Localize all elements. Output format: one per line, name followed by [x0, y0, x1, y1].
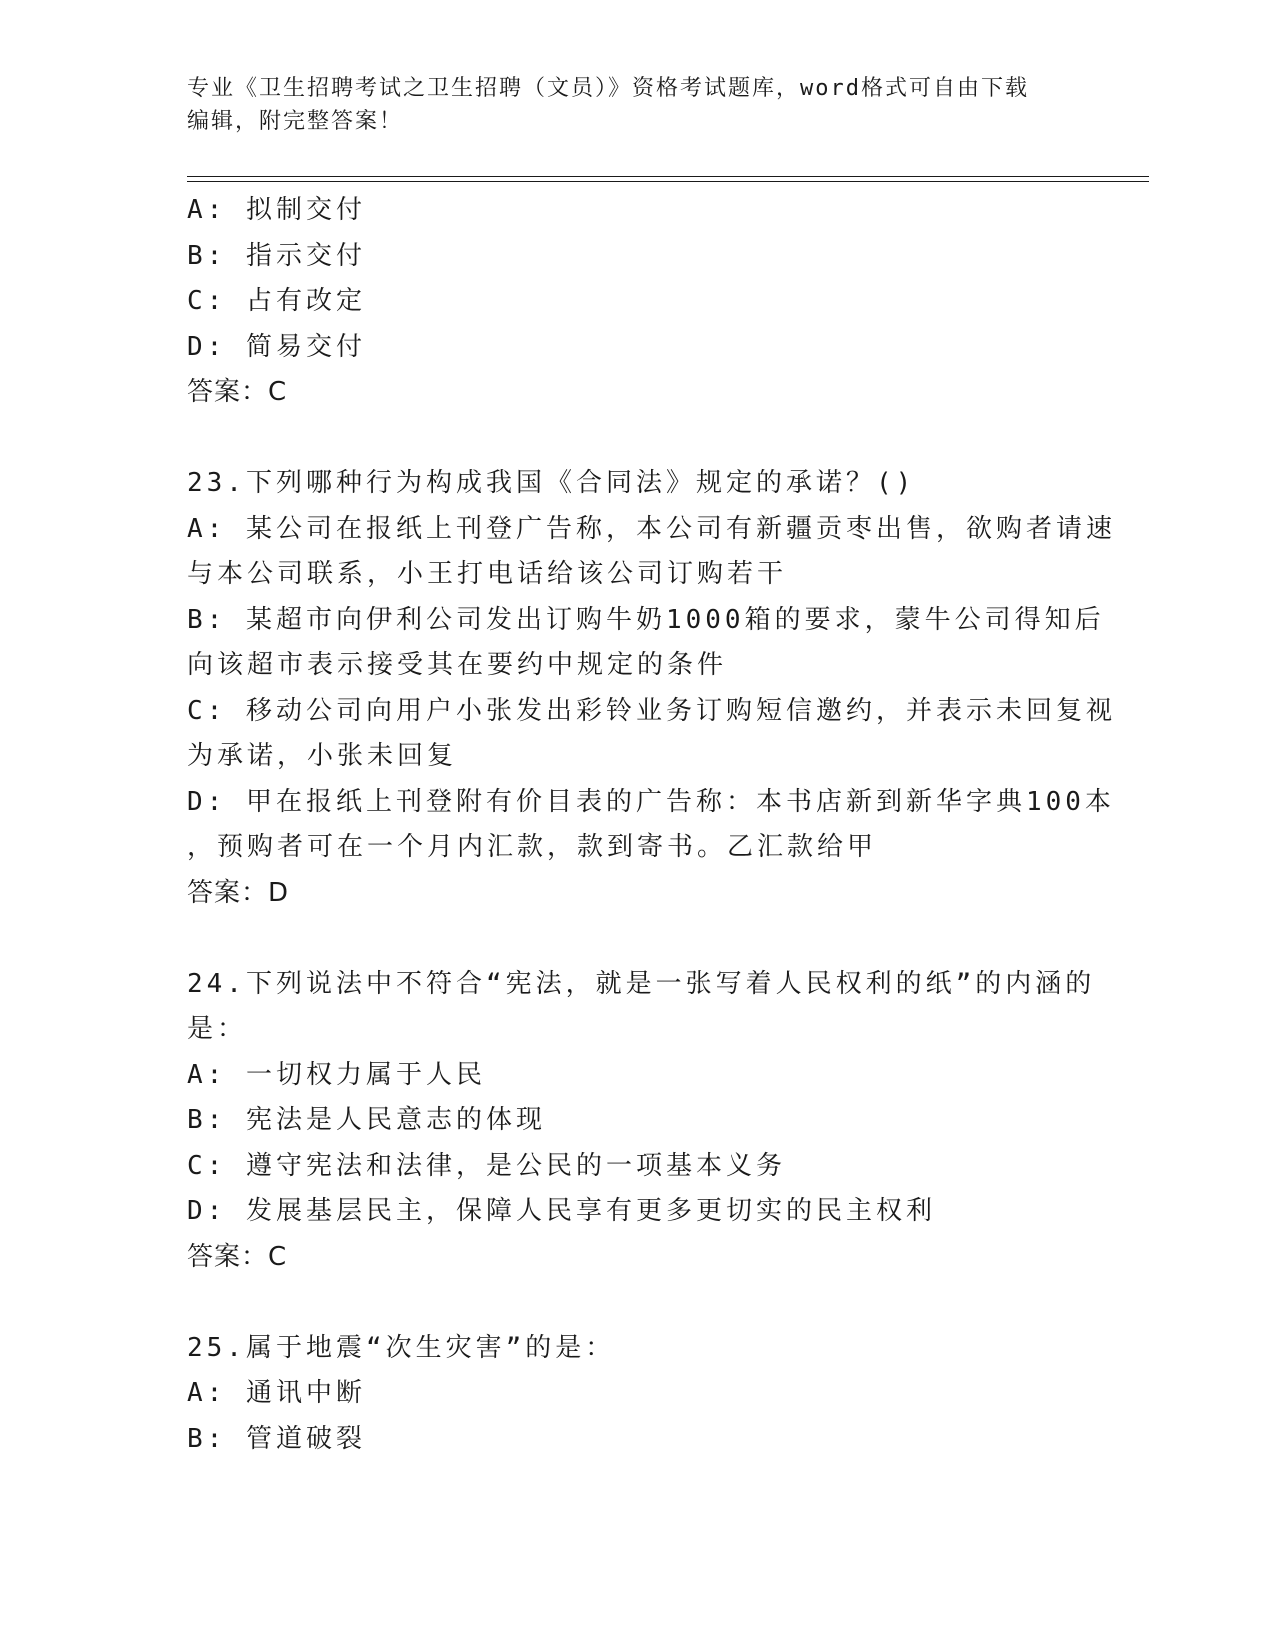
option-a: A: 拟制交付: [187, 195, 366, 225]
option-a-line-1: A: 某公司在报纸上刊登广告称，本公司有新疆贡枣出售，欲购者请速: [187, 513, 1116, 544]
spacer: [187, 1280, 1067, 1326]
spacer: [187, 416, 1067, 462]
question-23: [187, 461, 1116, 916]
spacer: [187, 916, 1067, 962]
option-b: B: 宪法是人民意志的体现: [187, 1105, 546, 1135]
option-c-line-2: 为承诺，小张未回复: [187, 741, 458, 771]
option-d-line-1: D: 甲在报纸上刊登附有价目表的广告称：本书店新到新华字典100本: [187, 786, 1115, 817]
header-line-1: 专业《卫生招聘考试之卫生招聘（文员）》资格考试题库，word格式可自由下载: [187, 76, 1029, 101]
answer: 答案：D: [187, 877, 290, 908]
document-header: [187, 72, 1067, 138]
option-d: D: 发展基层民主，保障人民享有更多更切实的民主权利: [187, 1196, 936, 1226]
option-c: C: 遵守宪法和法律，是公民的一项基本义务: [187, 1150, 786, 1181]
option-a-line-2: 与本公司联系，小王打电话给该公司订购若干: [187, 559, 788, 589]
option-b-line-2: 向该超市表示接受其在要约中规定的条件: [187, 650, 728, 680]
header-line-2: 编辑，附完整答案！: [187, 109, 404, 134]
option-b-line-1: B: 某超市向伊利公司发出订购牛奶1000箱的要求，蒙牛公司得知后: [187, 604, 1105, 635]
question-25: [187, 1326, 1067, 1463]
question-text-line-1: 24.下列说法中不符合“宪法，就是一张写着人民权利的纸”的内涵的: [187, 968, 1096, 999]
question-text: 25.属于地震“次生灾害”的是：: [187, 1332, 616, 1363]
question-text-line-2: 是：: [187, 1014, 248, 1044]
option-b: B: 管道破裂: [187, 1423, 366, 1454]
option-c: C: 占有改定: [187, 286, 366, 316]
option-a: A: 通讯中断: [187, 1378, 366, 1408]
question-24: [187, 962, 1096, 1281]
option-a: A: 一切权力属于人民: [187, 1059, 486, 1090]
option-d: D: 简易交付: [187, 331, 366, 362]
question-text: 23.下列哪种行为构成我国《合同法》规定的承诺？(): [187, 468, 916, 498]
option-b: B: 指示交付: [187, 240, 366, 271]
option-d-line-2: ，预购者可在一个月内汇款，款到寄书。乙汇款给甲: [187, 832, 878, 862]
answer: 答案：C: [187, 377, 288, 407]
header-divider-top: [187, 176, 1149, 177]
header-divider-bottom: [187, 181, 1149, 182]
option-c-line-1: C: 移动公司向用户小张发出彩铃业务订购短信邀约，并表示未回复视: [187, 695, 1116, 726]
question-22: [187, 188, 1067, 416]
question-list: [187, 188, 1116, 1462]
answer: 答案：C: [187, 1241, 288, 1272]
